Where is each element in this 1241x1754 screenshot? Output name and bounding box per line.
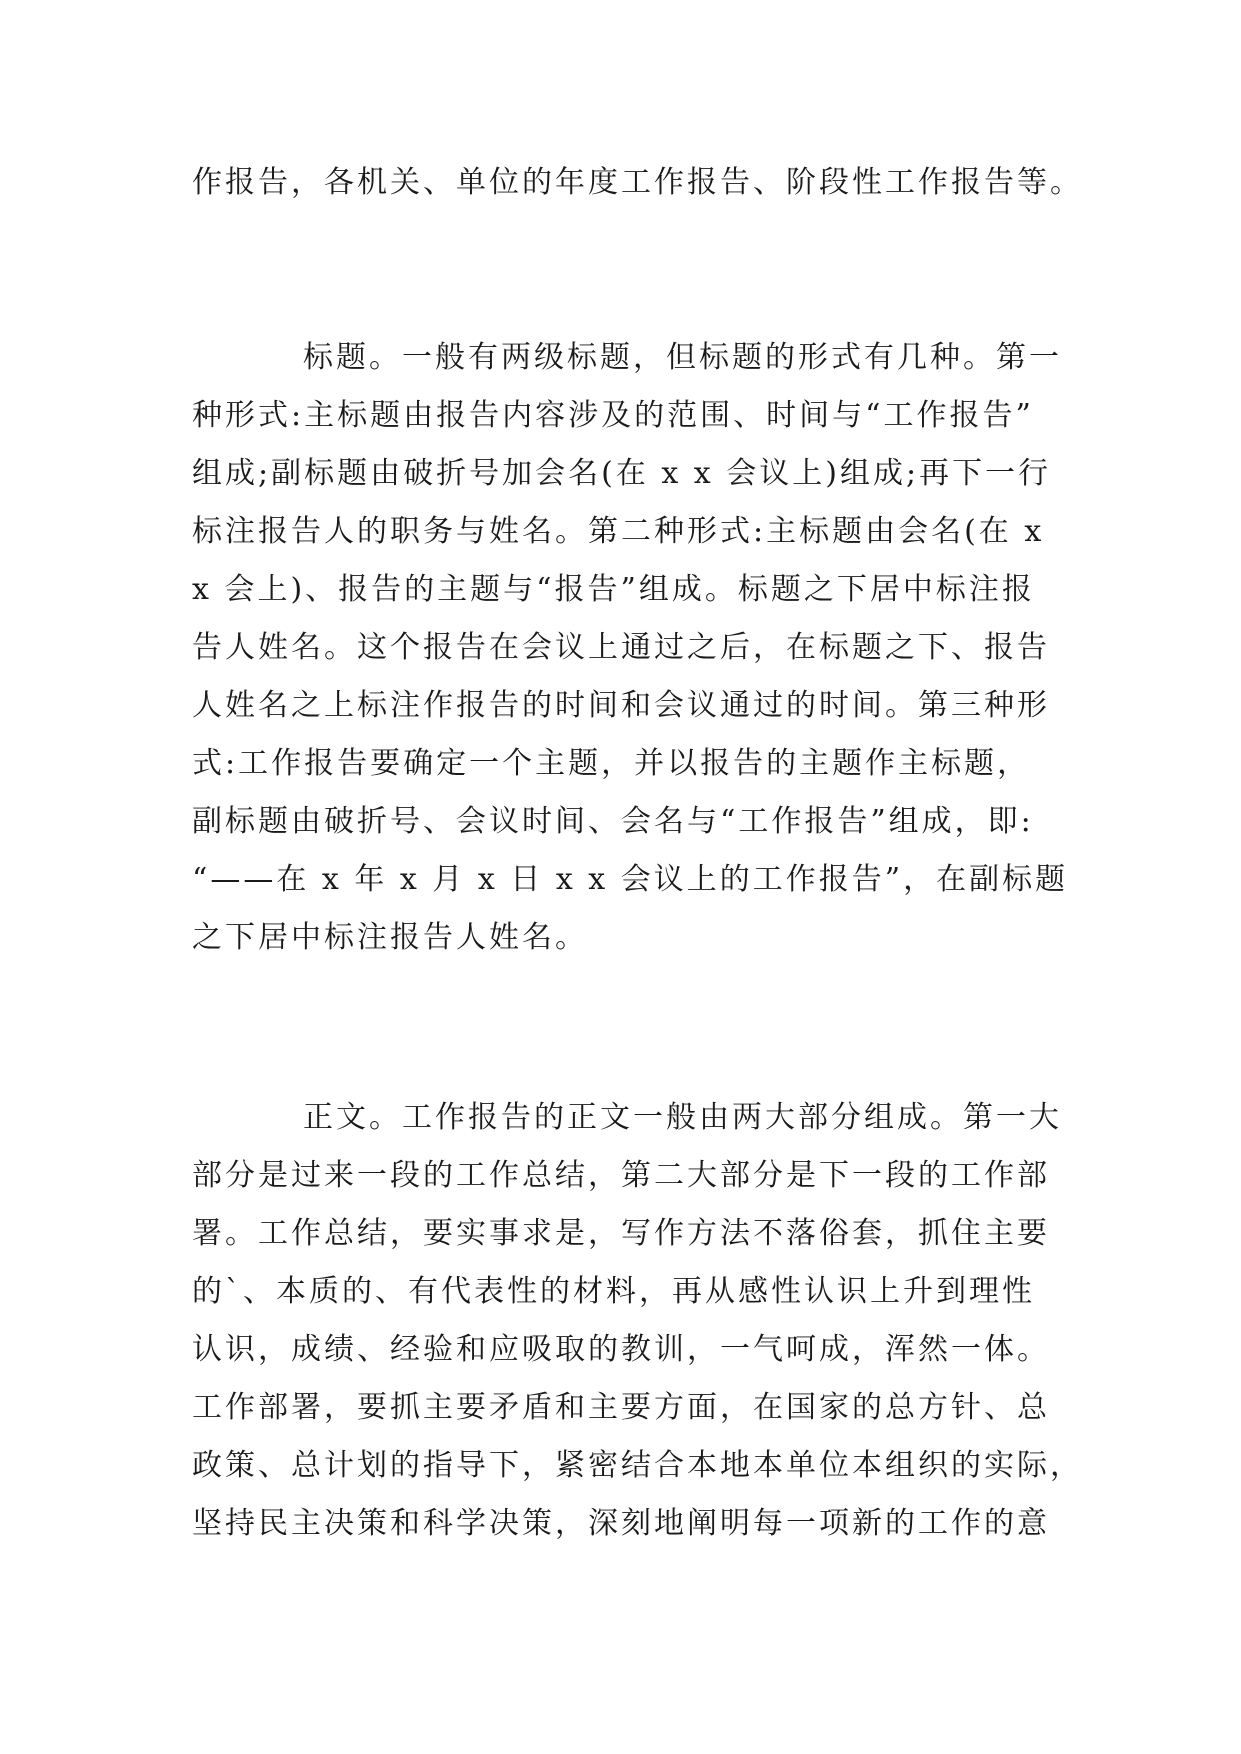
intro-paragraph — [192, 154, 1083, 212]
text-line: 坚持民主决策和科学决策，深刻地阐明每一项新的工作的意 — [192, 1506, 1050, 1541]
text-line: 认识，成绩、经验和应吸取的教训，一气呵成，浑然一体。 — [192, 1332, 1050, 1367]
text-line: 部分是过来一段的工作总结，第二大部分是下一段的工作部 — [192, 1158, 1050, 1193]
text-line: 署。工作总结，要实事求是，写作方法不落俗套，抓住主要 — [192, 1216, 1050, 1251]
text-line: 正文。工作报告的正文一般由两大部分组成。第一大 — [303, 1100, 1062, 1135]
text-line: 组成;副标题由破折号加会名(在 x x 会议上)组成;再下一行 — [192, 456, 1052, 491]
text-line: 之下居中标注报告人姓名。 — [192, 920, 588, 955]
text-line: 种形式:主标题由报告内容涉及的范围、时间与“工作报告” — [192, 398, 1034, 433]
text-line: 政策、总计划的指导下，紧密结合本地本单位本组织的实际， — [192, 1448, 1083, 1483]
text-line: 的`、本质的、有代表性的材料，再从感性认识上升到理性 — [192, 1274, 1035, 1309]
text-line: 告人姓名。这个报告在会议上通过之后，在标题之下、报告 — [192, 630, 1050, 665]
text-line: 副标题由破折号、会议时间、会名与“工作报告”组成，即: — [192, 804, 1034, 839]
text-line: 标题。一般有两级标题，但标题的形式有几种。第一 — [303, 340, 1062, 375]
title-section-paragraph — [192, 329, 1069, 967]
text-line: 作报告，各机关、单位的年度工作报告、阶段性工作报告等。 — [192, 165, 1083, 200]
text-line: “——在 x 年 x 月 x 日 x x 会议上的工作报告”，在副标题 — [192, 862, 1069, 897]
body-section-paragraph — [192, 1089, 1083, 1553]
text-line: 人姓名之上标注作报告的时间和会议通过的时间。第三种形 — [192, 688, 1050, 723]
text-line: 工作部署，要抓主要矛盾和主要方面，在国家的总方针、总 — [192, 1390, 1050, 1425]
text-line: 标注报告人的职务与姓名。第二种形式:主标题由会名(在 x — [192, 514, 1045, 549]
text-line: x 会上)、报告的主题与“报告”组成。标题之下居中标注报 — [192, 572, 1035, 607]
text-line: 式:工作报告要确定一个主题，并以报告的主题作主标题， — [192, 746, 1031, 781]
